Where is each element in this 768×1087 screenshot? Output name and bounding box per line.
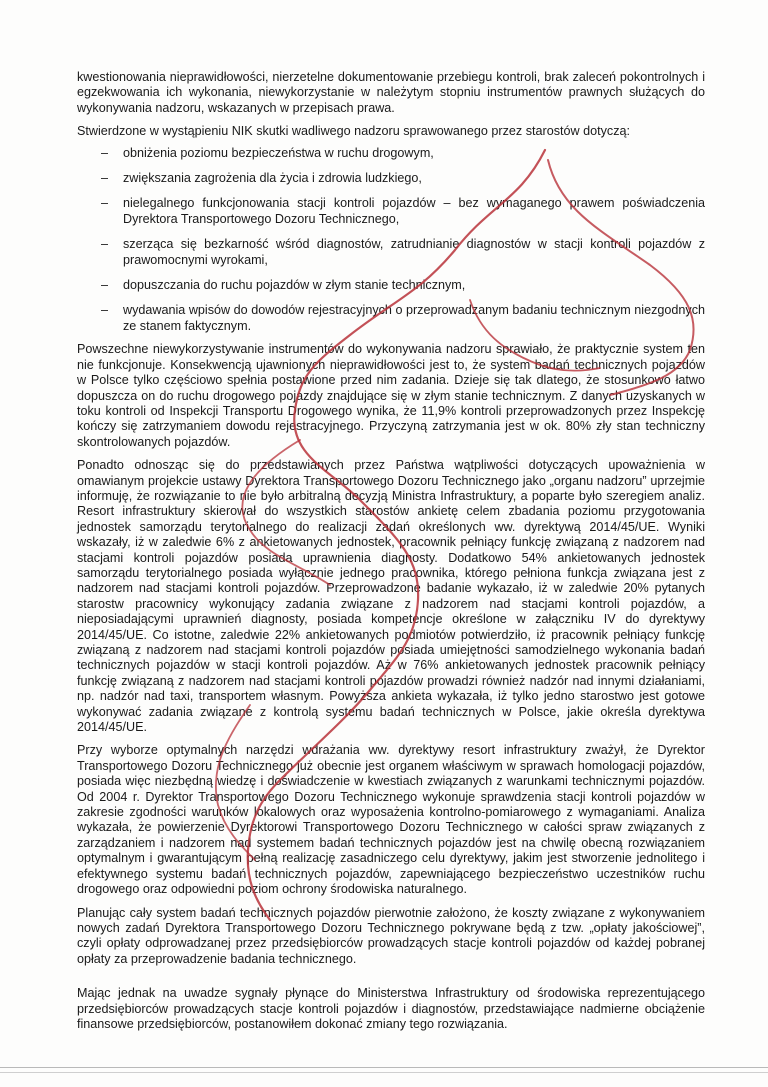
list-item: – wydawania wpisów do dowodów rejestracyjnych o przeprowadzanym badaniu technicznym niezgodnych ze stanem faktycznym. [101, 303, 705, 333]
dash-marker: – [101, 303, 109, 318]
scan-edge-lines [0, 1067, 768, 1073]
dash-marker: – [101, 171, 109, 186]
list-item: – obniżenia poziomu bezpieczeństwa w ruchu drogowym, [101, 145, 434, 160]
list-item: – szerząca się bezkarność wśród diagnostów, zatrudnianie diagnostów w stacji kontroli pojazdów z prawomocnymi wyrokami, [101, 237, 705, 267]
paragraph-3: Powszechne niewykorzystywanie instrumentów do wykonywania nadzoru sprawiało, że praktycznie system ten nie funkcjonuje. Konsekwencją ujawnionych nieprawidłowości jest to, że system badań technicznych pojazdów w Polsce tylko częściowo spełnia postawione przed nim zadania. Dzieje się tak dlatego, że stosunkowo łatwo dopuszcza on do ruchu drogowego pojazdy znajdujące się w złym stanie technicznym. Z danych uzyskanych w toku kontroli od Inspekcji Transportu Drogowego wynika, że 11,9% kontroli przeprowadzonych przez Inspekcję kończy się zatrzymaniem dowodu rejestracyjnego. Przyczyną zatrzymania jest w ok. 80% zły stan techniczny skontrolowanych pojazdów. [77, 342, 705, 449]
letter-body [77, 70, 705, 1032]
list-item: – zwiększania zagrożenia dla życia i zdrowia ludzkiego, [101, 171, 422, 186]
paragraph-5: Przy wyborze optymalnych narzędzi wdrażania ww. dyrektywy resort infrastruktury zważył, że Dyrektor Transportowego Dozoru Technicznego już obecnie jest organem właściwym w sprawach homologacji pojazdów, posiada więc niezbędną wiedzę i doświadczenie w kwestiach związanych z warunkami technicznymi pojazdów. Od 2004 r. Dyrektor Transportowego Dozoru Technicznego wykonuje sprawdzenia stacji kontroli pojazdów w zakresie zgodności warunków lokalowych oraz wyposażenia kontrolno-pomiarowego z wymaganiami. Analiza wykazała, że powierzenie Dyrektorowi Transportowego Dozoru Technicznego w całości spraw związanych z zarządzaniem i nadzorem nad systemem badań technicznych pojazdów jest na chwilę obecną rozwiązaniem optymalnym i gwarantującym pełną realizację zasadniczego celu dyrektywy, jakim jest stworzenie jednolitego i efektywnego systemu badań technicznych pojazdów, zapewniającego bezpieczeństwo uczestników ruchu drogowego oraz odpowiedni poziom ochrony środowiska naturalnego. [77, 743, 705, 897]
effects-list [77, 146, 705, 335]
list-item: – nielegalnego funkcjonowania stacji kontroli pojazdów – bez wymaganego prawem poświadczenia Dyrektora Transportowego Dozoru Technicznego, [101, 196, 705, 226]
paragraph-6: Planując cały system badań technicznych pojazdów pierwotnie założono, że koszty związane z wykonywaniem nowych zadań Dyrektora Transportowego Dozoru Technicznego pokrywane będą z tzw. „opłaty jakościowej”, czyli opłaty odprowadzanej przez przedsiębiorców prowadzących stacje kontroli pojazdów od każdej pobranej opłaty za przeprowadzenie badania technicznego. [77, 905, 705, 966]
dash-marker: – [101, 237, 109, 252]
dash-marker: – [101, 278, 109, 293]
paragraph-2: Stwierdzone w wystąpieniu NIK skutki wadliwego nadzoru sprawowanego przez starostów dotyczą: [77, 124, 630, 139]
paragraph-4: Ponadto odnosząc się do przedstawianych przez Państwa wątpliwości dotyczących upoważnienia w omawianym projekcie ustawy Dyrektora Transportowego Dozoru Technicznego jako „organu nadzoru” uprzejmie informuję, że rozwiązanie to nie było arbitralną decyzją Ministra Infrastruktury, a poparte było szeregiem analiz. Resort infrastruktury skierował do wszystkich starostów ankietę celem zbadania poziomu przygotowania jednostek samorządu terytorialnego do realizacji zadań określonych ww. dyrektywą 2014/45/UE. Wyniki wskazały, iż w zaledwie 6% z ankietowanych jednostek, pracownik pełniący funkcję związaną z nadzorem nad stacjami kontroli pojazdów posiada uprawnienia diagnosty. Dodatkowo 54% ankietowanych jednostek samorządu terytorialnego posiada wyłącznie jednego pracownika, którego pełniona funkcja związana jest z nadzorem nad stacjami kontroli pojazdów. Przeprowadzone badanie wykazało, iż w zaledwie 20% pytanych starostw pracownicy wykonujący zadania związane z nadzorem nad stacjami kontroli pojazdów, a nieposiadającymi uprawnień diagnosty, posiada kompetencje określone w załączniku IV do dyrektywy 2014/45/UE. Co istotne, zaledwie 22% ankietowanych podmiotów potwierdziło, iż pracownik pełniący funkcję związaną z nadzorem nad stacjami kontroli pojazdów posiada umiejętności samodzielnego wykonania badań technicznych pojazdów w stacji kontroli pojazdów. Aż w 76% ankietowanych jednostek pracownik pełniący funkcję związaną z nadzorem nad stacjami kontroli pojazdów prowadzi również nadzór nad innymi działaniami, np. nadzór nad taxi, transportem własnym. Powyższa ankieta wykazała, iż tylko jedno starostwo jest gotowe wykonywać zadania związane z kontrolą systemu badań technicznych w Polsce, jakie określa dyrektywa 2014/45/UE. [77, 458, 705, 735]
dash-marker: – [101, 196, 109, 211]
list-item: – dopuszczania do ruchu pojazdów w złym stanie technicznym, [101, 278, 466, 293]
paragraph-7: Mając jednak na uwadze sygnały płynące do Ministerstwa Infrastruktury od środowiska reprezentującego przedsiębiorców prowadzących stacje kontroli pojazdów i diagnostów, przedstawiające nadmierne obciążenie finansowe przedsiębiorców, postanowiłem dokonać zmiany tego rozwiązania. [77, 986, 705, 1031]
paragraph-1: kwestionowania nieprawidłowości, nierzetelne dokumentowanie przebiegu kontroli, brak zaleceń pokontrolnych i egzekwowania ich wykonania, niewykorzystanie w należytym stopniu instrumentów prawnych służących do wykonywania nadzoru, wskazanych w przepisach prawa. [77, 70, 705, 115]
dash-marker: – [101, 145, 109, 160]
